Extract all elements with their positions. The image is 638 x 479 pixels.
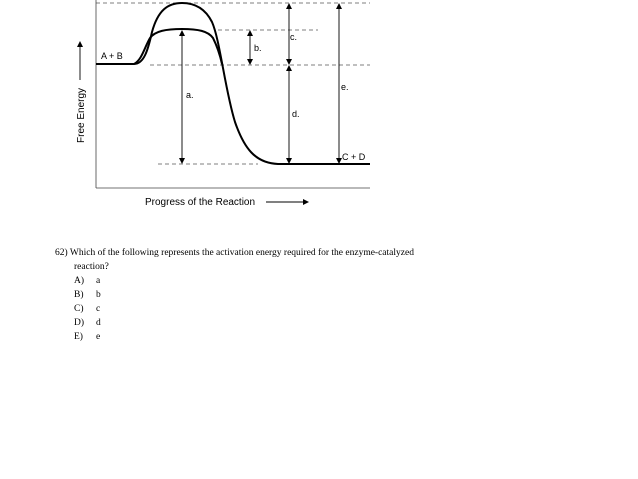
choice-text: e [96, 332, 101, 342]
choice-letter: A) [74, 276, 85, 286]
x-axis-label: Progress of the Reaction [145, 197, 256, 208]
arrow-label-e: e. [341, 82, 349, 92]
arrow-label-b: b. [254, 43, 262, 53]
choice-text: d [96, 318, 101, 328]
arrow-label-c: c. [290, 32, 298, 42]
choice-letter: E) [74, 332, 83, 342]
choice-letter: C) [74, 304, 84, 314]
choice-text: c [96, 304, 101, 314]
reactants-label: A + B [101, 51, 123, 61]
question-stem [55, 246, 515, 260]
answer-choice-d[interactable] [55, 316, 515, 330]
answer-choice-b[interactable] [55, 288, 515, 302]
y-axis-label: Free Energy [76, 87, 87, 143]
answer-choice-a[interactable] [55, 274, 515, 288]
answer-choice-e[interactable] [55, 330, 515, 344]
choice-text: b [96, 290, 101, 300]
uncatalyzed-curve [96, 3, 370, 164]
arrow-label-d: d. [292, 109, 300, 119]
choice-letter: D) [74, 318, 85, 328]
arrow-label-a: a. [186, 90, 194, 100]
question-text-line2: reaction? [74, 262, 109, 272]
products-label: C + D [342, 152, 366, 162]
answer-choice-c[interactable] [55, 302, 515, 316]
question-number: 62) [55, 248, 68, 258]
question-text-line1: Which of the following represents the activation energy required for the enzyme-catalyzed [69, 248, 414, 258]
question-block [55, 246, 515, 344]
choice-letter: B) [74, 290, 84, 300]
choice-text: a [96, 276, 101, 286]
catalyzed-curve [134, 29, 222, 64]
